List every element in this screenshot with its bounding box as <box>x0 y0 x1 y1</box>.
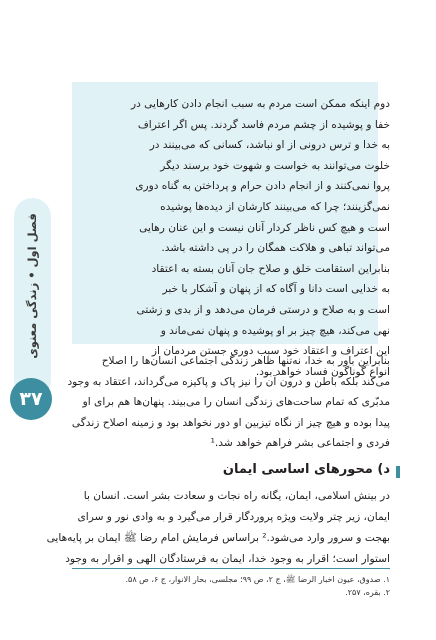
quote-line: به خدا و ترس درونی از او نباشد، کسانی که می‌بینند در <box>149 139 390 152</box>
paragraph-3 <box>46 486 390 570</box>
text-line: در بینش اسلامی، ایمان، یگانه راه نجات و سعادت بشر است. انسان با <box>83 490 390 502</box>
text-line: می‌کند بلکه باطن و درون آن را نیز پاک و پاکیزه می‌گرداند، اعتقاد به وجود <box>67 375 390 388</box>
text-line: مدبّری که تمام ساحت‌های زندگی انسان را می‌بیند. پنهان‌ها هم برای او <box>82 396 390 409</box>
text-line: ایمان، زیر چتر ولایت ویژه پروردگار قرار می‌گیرد و به وادی نور و سرای <box>77 511 390 523</box>
text-line: فردی و اجتماعی بشر فراهم خواهد شد.¹ <box>210 437 390 450</box>
footnote-line: ۱. صدوق، عیون اخبار الرضا ﷺ، ج ۲، ص ۹۹؛ مجلسی، بحار الانوار، ج ۶، ص ۵۸. <box>125 575 390 584</box>
quote-line: این اعتراف و اعتقاد خود سبب دوری جستن مردمان از <box>151 345 390 358</box>
quote-line: بنابراین استقامت خلق و صلاح جان آنان بسته به اعتقاد <box>151 262 390 275</box>
quote-line: است و به صلاح و درستی فرمان می‌دهد و از بدی و زشتی <box>136 303 390 316</box>
quote-line: دوم اینکه ممکن است مردم به سبب انجام دادن کارهایی در <box>130 98 390 110</box>
quote-line: نهی می‌کند، هیچ چیز بر او پوشیده و پنهان نمی‌ماند و <box>160 324 390 337</box>
quote-line: نمی‌گزینند؛ چرا که می‌بینند کارشان از دیده‌ها پوشیده <box>160 200 390 213</box>
section-heading: د) محورهای اساسی ایمان <box>222 462 390 477</box>
footnotes <box>72 574 390 599</box>
text-line: پیدا بوده و هیچ چیز از نگاه تیزبین او دور نخواهد بود و زمینه اصلاح زندگی <box>71 416 390 429</box>
chapter-title: فصل اول • زندگی معنوی <box>25 213 39 359</box>
page-number-badge: ۳۷ <box>10 378 52 420</box>
quote-line: انواع گوناگون فساد خواهد بود. <box>255 365 390 378</box>
paragraph-2 <box>67 351 390 454</box>
text-line: استوار است؛ اقرار به وجود خدا، ایمان به فرستادگان الهی و اقرار به وجود <box>65 553 390 565</box>
quote-line: خلوت می‌توانند به خواست و شهوت خود برسند دیگر <box>160 159 390 172</box>
text-line: بهجت و سرور وارد می‌شود.² براساس فرمایش امام رضا ﷺ ایمان بر پایه‌هایی <box>46 532 390 544</box>
quote-line: است و هیچ کس ناظر کردار آنان نیست و این عنان رهایی <box>139 221 390 234</box>
quote-line: پروا نمی‌کنند و از انجام دادن حرام و پرداختن به گناه دوری <box>135 180 390 193</box>
quote-line: خفا و پوشیده از چشم مردم فاسد گردند. پس اگر اعتراف <box>137 118 390 131</box>
footnote-line: ۲. بقره، ۲۵۷. <box>345 587 390 597</box>
quote-line: می‌تواند تباهی و هلاکت همگان را در پی داشته باشد. <box>161 242 390 255</box>
quote-line: به خدایی است دانا و آگاه که از پنهان و آشکار با خبر <box>162 283 390 296</box>
quote-text <box>72 94 390 382</box>
text-line: بنابراین باور به خدا، نه‌تنها ظاهر زندگی اجتماعی انسان‌ها را اصلاح <box>101 355 390 367</box>
footnote-divider <box>72 568 390 569</box>
